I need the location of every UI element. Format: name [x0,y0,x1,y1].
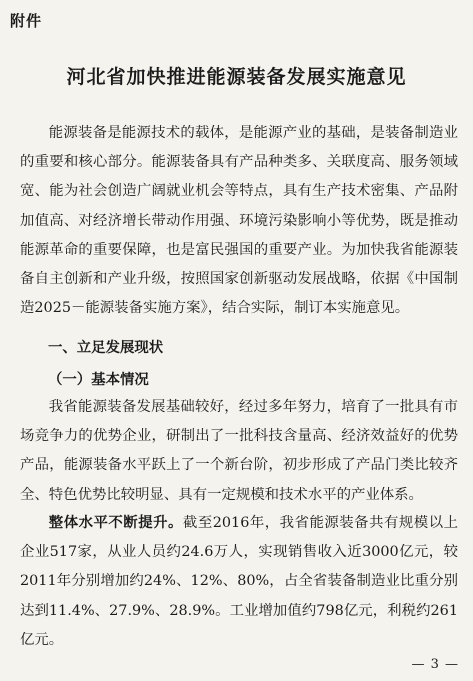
paragraph-body-text: 截至2016年，我省能源装备共有规模以上企业517家，从业人员约24.6万人，实现销售收入近3000亿元，较2011年分别增加约24%、12%、80%，占全省装备制造业比重分别达到11.4%、27.9%、28.9%。工业增加值约798亿元，利税约261亿元。 [20,515,458,648]
paragraph-overall-level [20,509,458,655]
page-number: — 3 — [411,657,459,672]
document-title: 河北省加快推进能源装备发展实施意见 [66,66,407,88]
intro-paragraph: 能源装备是能源技术的载体，是能源产业的基础，是装备制造业的重要和核心部分。能源装备具有产品种类多、关联度高、服务领域宽、能为社会创造广阔就业机会等特点，具有生产技术密集、产品附加值高、对经济增长带动作用强、环境污染影响小等优势，既是推动能源革命的重要保障，也是富民强国的重要产业。为加快我省能源装备自主创新和产业升级，按照国家创新驱动发展战略，依据《中国制造2025－能源装备实施方案》，结合实际，制订本实施意见。 [20,125,458,317]
section-heading: 一、立足发展现状 [48,340,164,356]
attachment-label: 附件 [10,12,43,30]
paragraph-lead-phrase: 整体水平不断提升。 [48,515,183,531]
subsection-heading: （一）基本情况 [48,371,149,388]
paragraph-basic-situation: 我省能源装备发展基础较好，经过多年努力，培育了一批具有市场竞争力的优势企业，研制出了一批科技含量高、经济效益好的优势产品，能源装备水平跃上了一个新台阶，初步形成了产品门类比较齐全、特色优势比较明显、具有一定规模和技术水平的产业体系。 [20,399,458,503]
